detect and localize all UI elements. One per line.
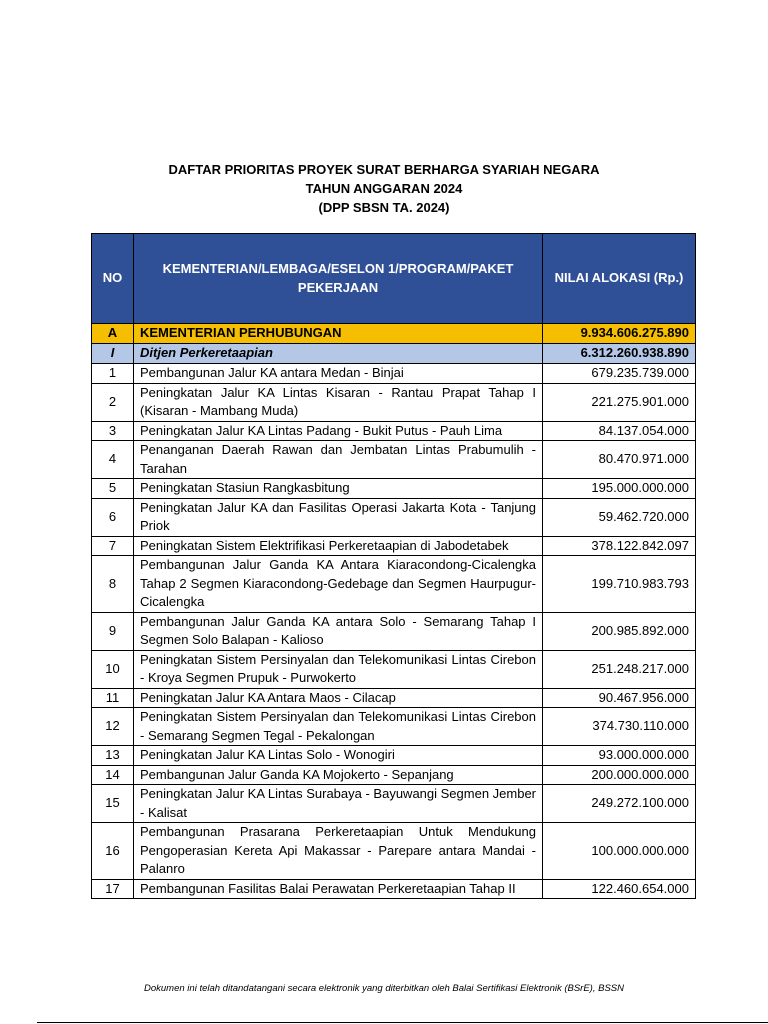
row-no: 5	[92, 479, 134, 499]
title-line-1: DAFTAR PRIORITAS PROYEK SURAT BERHARGA SYARIAH NEGARA	[168, 162, 600, 177]
row-value: 200.000.000.000	[543, 765, 696, 785]
header-name: KEMENTERIAN/LEMBAGA/ESELON 1/PROGRAM/PAKET PEKERJAAN	[134, 234, 543, 324]
table-row	[92, 383, 696, 421]
row-no: 16	[92, 823, 134, 880]
title-line-3: (DPP SBSN TA. 2024)	[318, 200, 450, 215]
table-header-row	[92, 234, 696, 324]
row-name: Penanganan Daerah Rawan dan Jembatan Lintas Prabumulih - Tarahan	[134, 441, 543, 479]
row-value: 200.985.892.000	[543, 612, 696, 650]
row-value: 251.248.217.000	[543, 650, 696, 688]
table-row	[92, 823, 696, 880]
subgroup-value: 6.312.260.938.890	[543, 344, 696, 364]
row-name: Pembangunan Jalur Ganda KA Mojokerto - Sepanjang	[134, 765, 543, 785]
row-no: 7	[92, 536, 134, 556]
table-row	[92, 364, 696, 384]
row-no: 1	[92, 364, 134, 384]
row-no: 4	[92, 441, 134, 479]
row-no: 10	[92, 650, 134, 688]
e-signature-note: Dokumen ini telah ditandatangani secara elektronik yang diterbitkan oleh Balai Sertifikasi Elektronik (BSrE), BSSN	[144, 983, 624, 994]
row-name: Peningkatan Jalur KA Lintas Padang - Bukit Putus - Pauh Lima	[134, 421, 543, 441]
table-row	[92, 785, 696, 823]
header-value: NILAI ALOKASI (Rp.)	[543, 234, 696, 324]
table-row	[92, 765, 696, 785]
row-no: 3	[92, 421, 134, 441]
row-value: 84.137.054.000	[543, 421, 696, 441]
row-value: 59.462.720.000	[543, 498, 696, 536]
subgroup-row-directorate	[92, 344, 696, 364]
row-no: 2	[92, 383, 134, 421]
row-value: 100.000.000.000	[543, 823, 696, 880]
row-name: Peningkatan Jalur KA dan Fasilitas Operasi Jakarta Kota - Tanjung Priok	[134, 498, 543, 536]
table-row	[92, 879, 696, 899]
table-row	[92, 612, 696, 650]
row-no: 13	[92, 746, 134, 766]
row-no: 9	[92, 612, 134, 650]
row-no: 8	[92, 556, 134, 613]
row-name: Peningkatan Stasiun Rangkasbitung	[134, 479, 543, 499]
row-value: 80.470.971.000	[543, 441, 696, 479]
row-value: 679.235.739.000	[543, 364, 696, 384]
table-row	[92, 421, 696, 441]
table-row	[92, 536, 696, 556]
row-no: 14	[92, 765, 134, 785]
row-no: 11	[92, 688, 134, 708]
row-no: 17	[92, 879, 134, 899]
row-value: 221.275.901.000	[543, 383, 696, 421]
row-name: Peningkatan Sistem Elektrifikasi Perkeretaapian di Jabodetabek	[134, 536, 543, 556]
row-value: 195.000.000.000	[543, 479, 696, 499]
row-value: 378.122.842.097	[543, 536, 696, 556]
row-name: Pembangunan Jalur KA antara Medan - Binjai	[134, 364, 543, 384]
row-value: 122.460.654.000	[543, 879, 696, 899]
row-name: Peningkatan Jalur KA Lintas Kisaran - Rantau Prapat Tahap I (Kisaran - Mambang Muda)	[134, 383, 543, 421]
footer-divider	[37, 1022, 768, 1023]
row-value: 199.710.983.793	[543, 556, 696, 613]
row-no: 15	[92, 785, 134, 823]
row-no: 12	[92, 708, 134, 746]
group-name: KEMENTERIAN PERHUBUNGAN	[134, 324, 543, 344]
group-no: A	[92, 324, 134, 344]
row-no: 6	[92, 498, 134, 536]
row-name: Peningkatan Jalur KA Lintas Surabaya - Bayuwangi Segmen Jember - Kalisat	[134, 785, 543, 823]
group-row-ministry	[92, 324, 696, 344]
row-name: Peningkatan Jalur KA Lintas Solo - Wonogiri	[134, 746, 543, 766]
row-value: 90.467.956.000	[543, 688, 696, 708]
row-name: Pembangunan Fasilitas Balai Perawatan Perkeretaapian Tahap II	[134, 879, 543, 899]
header-no: NO	[92, 234, 134, 324]
row-value: 249.272.100.000	[543, 785, 696, 823]
project-priority-table	[91, 233, 696, 899]
row-name: Pembangunan Prasarana Perkeretaapian Untuk Mendukung Pengoperasian Kereta Api Makassar - Parepare antara Mandai - Palanro	[134, 823, 543, 880]
table-row	[92, 688, 696, 708]
table-row	[92, 556, 696, 613]
subgroup-no: I	[92, 344, 134, 364]
row-name: Pembangunan Jalur Ganda KA antara Solo - Semarang Tahap I Segmen Solo Balapan - Kalioso	[134, 612, 543, 650]
row-name: Pembangunan Jalur Ganda KA Antara Kiaracondong-Cicalengka Tahap 2 Segmen Kiaracondong-Gedebage dan Segmen Haurpugur-Cicalengka	[134, 556, 543, 613]
table-row	[92, 650, 696, 688]
row-name: Peningkatan Sistem Persinyalan dan Telekomunikasi Lintas Cirebon - Semarang Segmen Tegal - Pekalongan	[134, 708, 543, 746]
table-row	[92, 441, 696, 479]
title-line-2: TAHUN ANGGARAN 2024	[305, 181, 463, 196]
group-value: 9.934.606.275.890	[543, 324, 696, 344]
table-row	[92, 708, 696, 746]
table-row	[92, 746, 696, 766]
document-title	[0, 160, 768, 217]
table-row	[92, 479, 696, 499]
row-value: 374.730.110.000	[543, 708, 696, 746]
row-name: Peningkatan Jalur KA Antara Maos - Cilacap	[134, 688, 543, 708]
subgroup-name: Ditjen Perkeretaapian	[134, 344, 543, 364]
row-name: Peningkatan Sistem Persinyalan dan Telekomunikasi Lintas Cirebon - Kroya Segmen Prupuk - Purwokerto	[134, 650, 543, 688]
table-row	[92, 498, 696, 536]
row-value: 93.000.000.000	[543, 746, 696, 766]
